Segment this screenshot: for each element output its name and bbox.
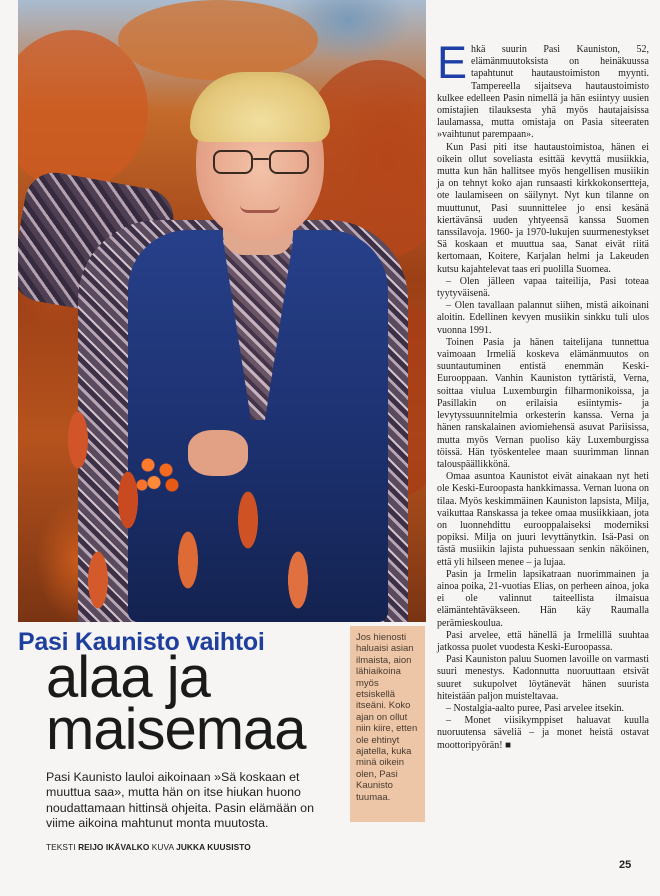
article-paragraph (437, 37, 649, 142)
article-paragraph: Omaa asuntoa Kaunistot eivät ainakaan nyt heti ole Keski-Euroopasta hankkimassa. Vernan luona on tilaa. Myös keskimmäinen Kauniston lapsista, Milja, vaikuttaa Ranskassa ja tekee omaa musiikkiaan, jota on luonnehdittu eurooppalaiseksi moderniksi popiksi. Milja on juuri levyttänytkin. Isä-Pasi on tästä musiikin lajista puhuessaan senkin näköinen, että yli hilseen menee – ja lujaa. (437, 471, 649, 568)
byline-photo-label: KUVA (151, 842, 174, 852)
byline-photo-author: JUKKA KUUSISTO (176, 842, 251, 852)
article-paragraph: – Olen tavallaan palannut siihen, mistä aikoinani aloitin. Edellinen kevyen musiikin sinkku tuli ulos vuonna 1991. (437, 300, 649, 336)
pull-quote: Jos hienosti haluaisi asian ilmaista, aion lähiaikoina myös etsiskellä itseäni. Koko ajan on ollut niin kiire, etten ole ehtinyt ajatella, kuka minä oikein olen, Pasi Kaunisto tuumaa. (350, 626, 425, 822)
article-paragraph: Kun Pasi piti itse hautaustoimistoa, hänen ei oikein ollut soveliasta esittää kevyttä musiikkia, mutta kun hän hallitsee myös hengellisen musiikin ja on tehnyt koko ajan runsaasti kirkkokonsertteja, ote laulamiseen on säilynyt. Nyt kun tilanne on muuttunut, Pasi suunnittelee jo ensi kesänä kiertävänsä uuden yhtyeensä kanssa Suomen tanssilavoja. 1960- ja 1970-lukujen suurmenestykset Sä koskaan et muuttua saa, Sanat eivät riitä kertomaan, Koitere, Karjalan helmi ja Lakeuden kutsu kajahtelevat taas eri puolilla Suomea. (437, 141, 649, 275)
article-paragraph: Pasi Kauniston paluu Suomen lavoille on varmasti suuri menestys. Kadonnutta nuoruuttaan etsivät suuret sukupolvet löytänevät hänen suurista hiteistään paljon muisteltavaa. (437, 654, 649, 702)
headline-main: alaa ja maisemaa (46, 645, 306, 762)
paragraph-text: hkä suurin Pasi Kauniston, 52, elämänmuutoksista on heinäkuussa tapahtunut hautaustoimiston myynti. Tampereella sijaitseva hautaustoimisto kulkee edelleen Pasin nimellä ja hän esiintyy uusien omistajien tilauksesta yhä myös hautajaisissa laulamassa, mutta omistaja on Pasia siteeraten »vaihtunut parempaan». (437, 44, 649, 141)
article-paragraph: – Olen jälleen vapaa taiteilija, Pasi toteaa tyytyväisenä. (437, 275, 649, 300)
hand (188, 430, 248, 476)
lead-paragraph: Pasi Kaunisto lauloi aikoinaan »Sä koskaan et muuttua saa», mutta hän on itse hiukan huono noudattamaan hittinsä ohjeita. Pasin elämään on viime aikoina mahtunut monta muutosta. (46, 770, 314, 831)
foliage-blob (118, 0, 318, 80)
article-paragraph: Pasi arvelee, että hänellä ja Irmelillä suuhtaa jatkossa puolet vuodesta Keski-Euroopassa. (437, 629, 649, 653)
article-body (437, 37, 649, 752)
article-paragraph: Pasin ja Irmelin lapsikatraan nuorimmainen ja ainoa poika, 21-vuotias Elias, on perheen ainoa, joka ei ole valinnut taiteellista ilmaisua elämäntehtäväkseen. Hän käy Raumalla perämieskoulua. (437, 568, 649, 629)
rowan-leaves (38, 380, 338, 622)
byline-text-label: TEKSTI (46, 842, 76, 852)
drop-cap: E (437, 37, 468, 88)
article-paragraph: – Monet viisikymppiset haluavat kuulla nuoruutensa säveliä – ja monet heistä ostavat moottoripyörän! ■ (437, 715, 649, 751)
page-number: 25 (619, 859, 632, 871)
hair (190, 72, 330, 142)
byline (46, 842, 251, 852)
headline-kicker: Pasi Kaunisto vaihtoi (18, 628, 265, 656)
glasses-icon (213, 150, 309, 178)
article-paragraph: – Nostalgia-aalto puree, Pasi arvelee itsekin. (446, 702, 624, 714)
byline-text-author: REIJO IKÄVALKO (78, 842, 150, 852)
mouth (240, 205, 280, 213)
article-photo (18, 0, 426, 622)
article-paragraph: Toinen Pasia ja hänen taitelijana tunnettua vaimoaan Irmeliä koskeva elämänmuutos on suuntautuminen entistä enemmän Keski-Eurooppaan. Vanhin Kauniston tyttäristä, Verna, soittaa viulua Luxemburgin filharmonikoissa, ja Pasillakin on erilaisia esiintymis- ja levytyssuunnitelmia orkesterin kanssa. Verna ja hänen ranskalainen aviomiehensä asuvat Pariisissa, mutta myös Vernan puoliso käy Luxemburgissa töissä. Hän työskentelee maan suurimman linnan talouspäällikkönä. (437, 336, 649, 470)
rowan-berries (130, 450, 190, 500)
